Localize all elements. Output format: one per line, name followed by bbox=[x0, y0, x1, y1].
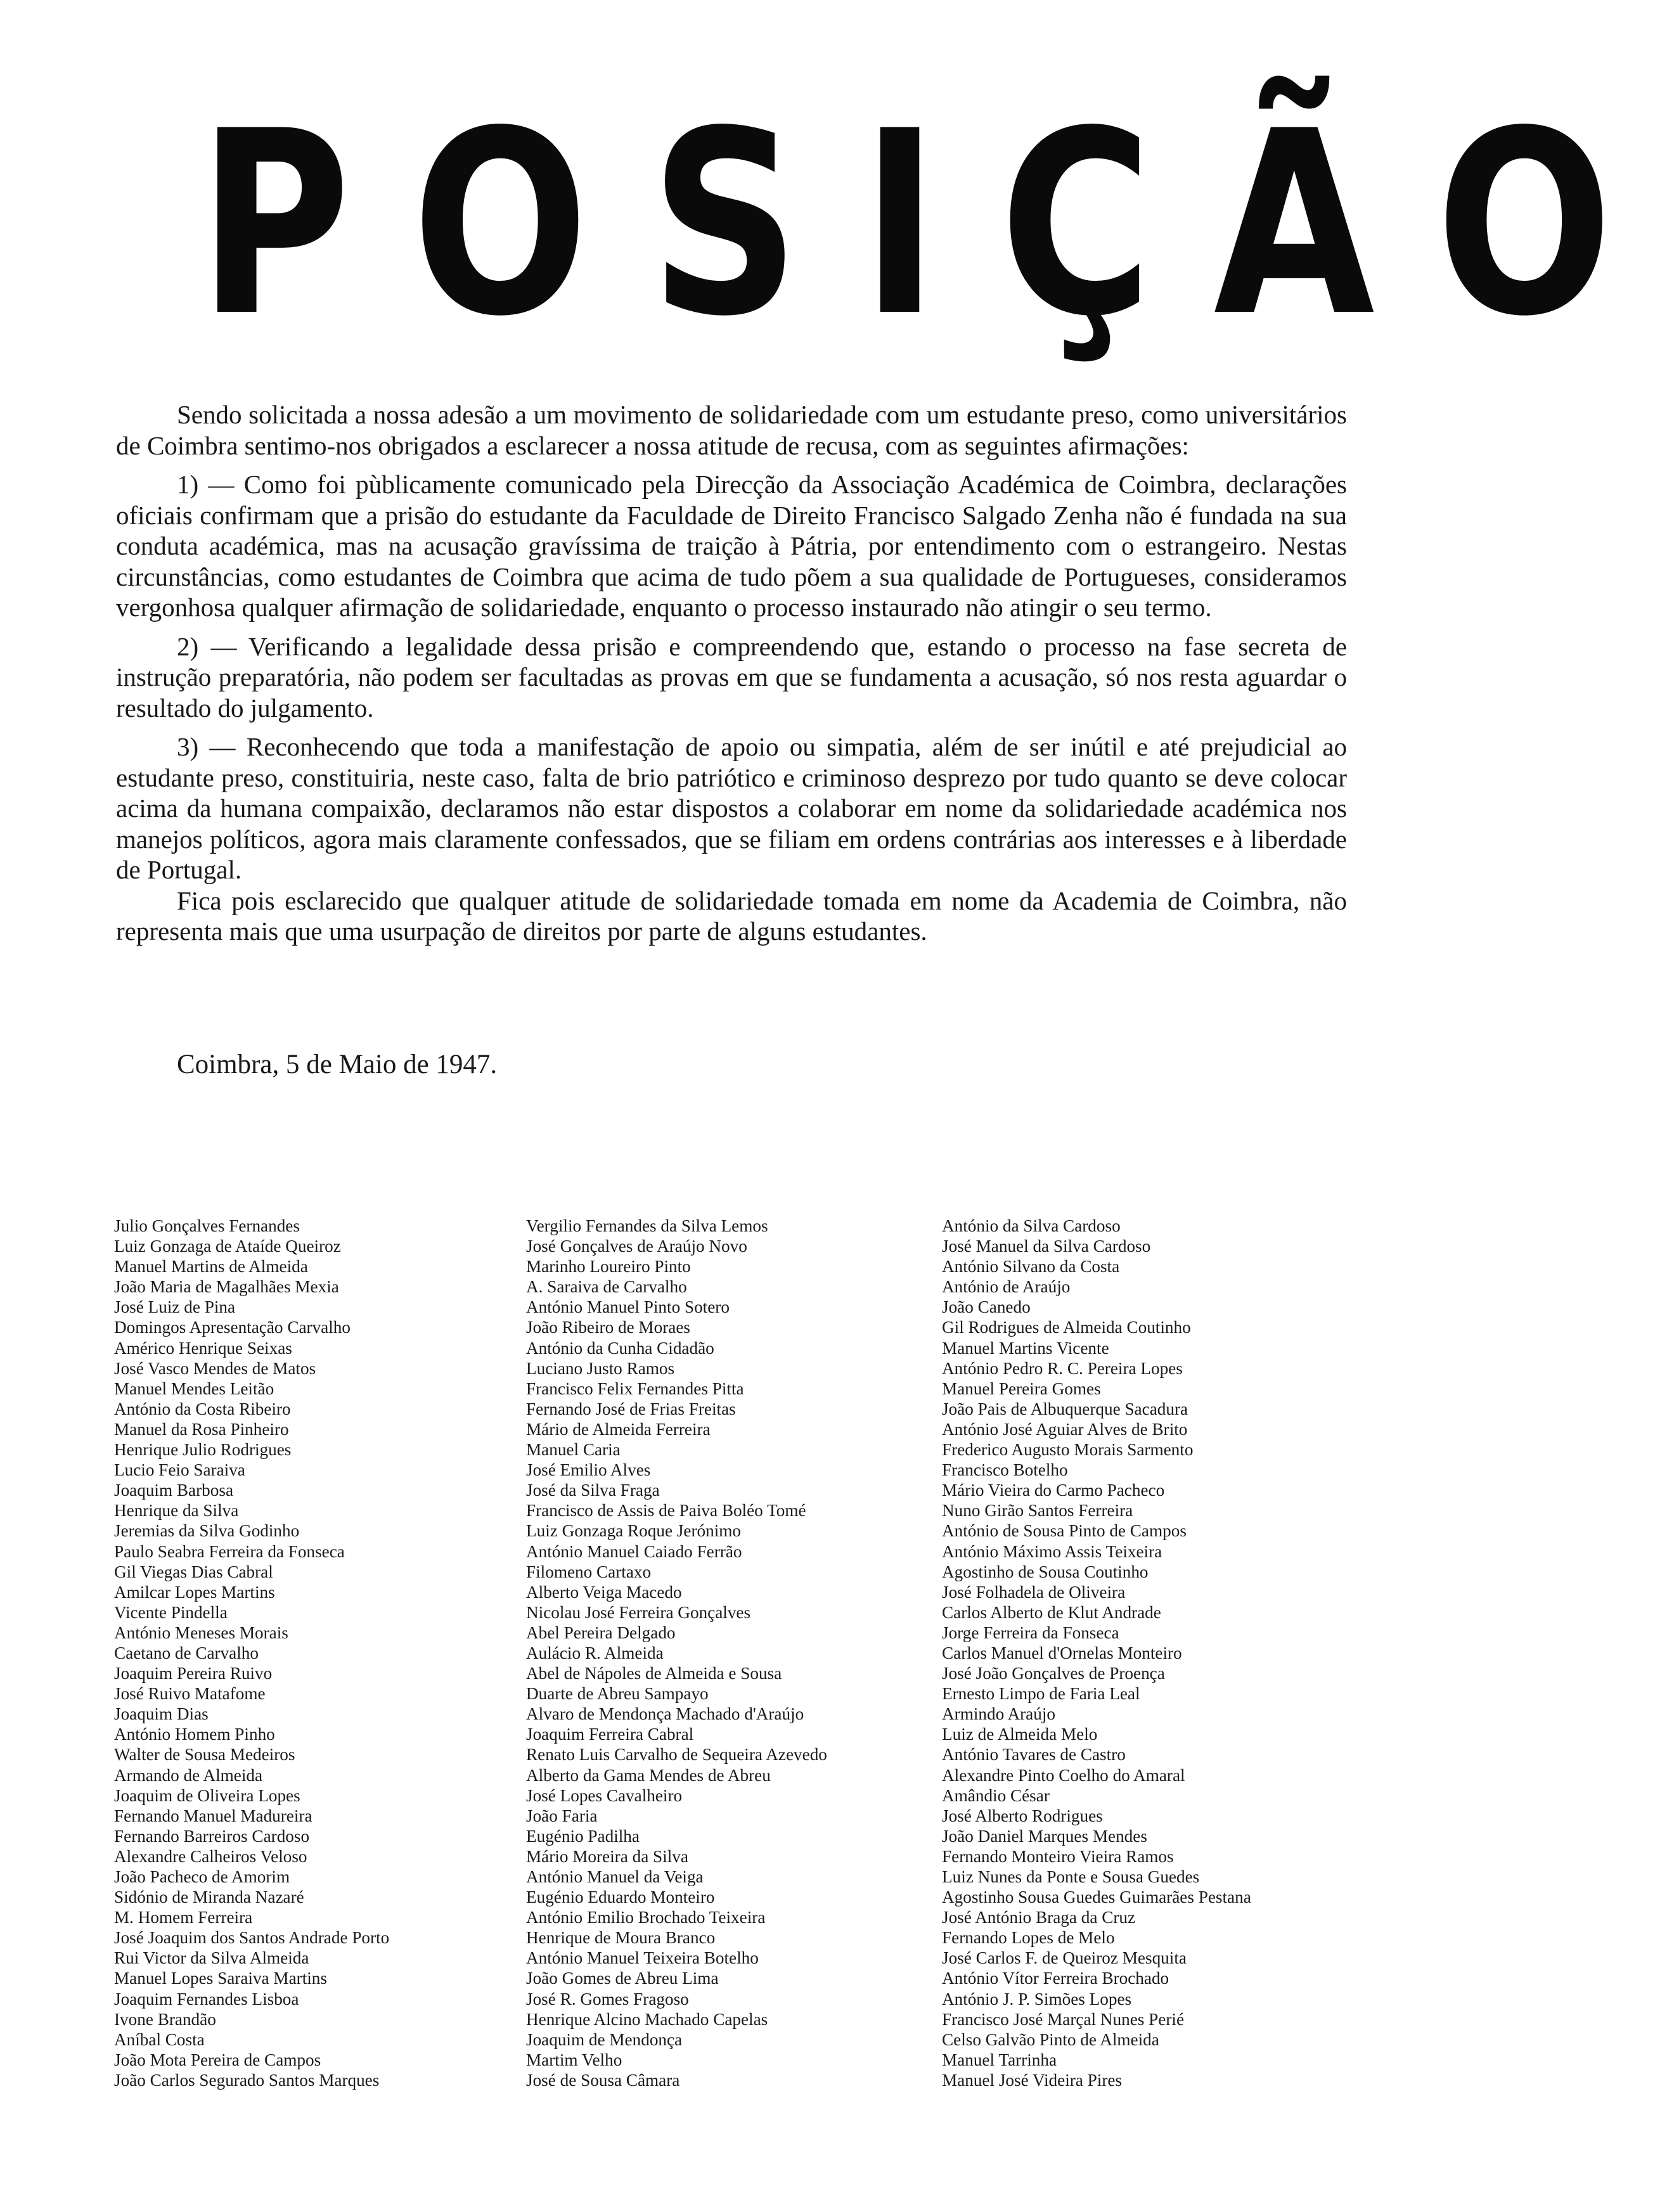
signatory-name: Nuno Girão Santos Ferreira bbox=[942, 1501, 1133, 1521]
signatory-name: António de Araújo bbox=[942, 1277, 1071, 1297]
signatory-name: José Lopes Cavalheiro bbox=[526, 1785, 683, 1805]
signatory-name: Alvaro de Mendonça Machado d'Araújo bbox=[526, 1704, 804, 1724]
signatory-name: Joaquim Pereira Ruivo bbox=[114, 1664, 273, 1683]
signatory-name: António Manuel da Veiga bbox=[526, 1867, 704, 1886]
signatory-name: Jorge Ferreira da Fonseca bbox=[942, 1623, 1119, 1642]
signatory-name: Gil Viegas Dias Cabral bbox=[114, 1562, 273, 1581]
signatory-name: Celso Galvão Pinto de Almeida bbox=[942, 2029, 1159, 2049]
signatory-name: Ivone Brandão bbox=[114, 2009, 216, 2029]
signatory-name: Joaquim Dias bbox=[114, 1704, 209, 1724]
signatory-name: António José Aguiar Alves de Brito bbox=[942, 1419, 1188, 1439]
signatory-name: Joaquim de Oliveira Lopes bbox=[114, 1785, 300, 1805]
signatory-name: Carlos Alberto de Klut Andrade bbox=[942, 1602, 1161, 1622]
signatory-name: Alberto Veiga Macedo bbox=[526, 1582, 682, 1602]
signatory-name: Mário Moreira da Silva bbox=[526, 1846, 688, 1866]
signatory-name: M. Homem Ferreira bbox=[114, 1908, 253, 1927]
signatory-name: Luiz Gonzaga de Ataíde Queiroz bbox=[114, 1237, 341, 1256]
signatory-name: António Manuel Pinto Sotero bbox=[526, 1297, 730, 1317]
signatory-name: A. Saraiva de Carvalho bbox=[526, 1277, 687, 1297]
signatory-name: Abel Pereira Delgado bbox=[526, 1623, 676, 1642]
signatory-name: Luciano Justo Ramos bbox=[526, 1358, 675, 1378]
signatory-name: Manuel Pereira Gomes bbox=[942, 1379, 1101, 1398]
signatory-name: Amândio César bbox=[942, 1785, 1050, 1805]
signatory-name: José Vasco Mendes de Matos bbox=[114, 1358, 316, 1378]
declaration-body bbox=[116, 399, 1347, 955]
signatory-name: António Emilio Brochado Teixeira bbox=[526, 1908, 766, 1927]
signatory-name: Jeremias da Silva Godinho bbox=[114, 1521, 300, 1541]
signatory-name: Gil Rodrigues de Almeida Coutinho bbox=[942, 1318, 1191, 1337]
signatory-name: João Canedo bbox=[942, 1297, 1031, 1317]
signatory-name: José João Gonçalves de Proença bbox=[942, 1664, 1165, 1683]
signatory-name: Mário Vieira do Carmo Pacheco bbox=[942, 1481, 1165, 1500]
signatory-name: José Carlos F. de Queiroz Mesquita bbox=[942, 1948, 1187, 1968]
signatory-name: Francisco de Assis de Paiva Boléo Tomé bbox=[526, 1501, 806, 1521]
signatory-name: Fernando Lopes de Melo bbox=[942, 1928, 1115, 1948]
signatory-name: Vergilio Fernandes da Silva Lemos bbox=[526, 1216, 768, 1235]
signatory-name: António Manuel Teixeira Botelho bbox=[526, 1948, 759, 1968]
signatory-name: Francisco José Marçal Nunes Perié bbox=[942, 2009, 1185, 2029]
signatory-name: António J. P. Simões Lopes bbox=[942, 1989, 1132, 2009]
signatory-name: João Pais de Albuquerque Sacadura bbox=[942, 1399, 1188, 1418]
signatory-name: Duarte de Abreu Sampayo bbox=[526, 1684, 709, 1704]
signatory-name: Aníbal Costa bbox=[114, 2029, 205, 2049]
signatory-name: Julio Gonçalves Fernandes bbox=[114, 1216, 300, 1235]
signatory-name: Aulácio R. Almeida bbox=[526, 1643, 664, 1662]
signatory-name: Mário de Almeida Ferreira bbox=[526, 1419, 711, 1439]
signatory-name: António Vítor Ferreira Brochado bbox=[942, 1969, 1169, 1988]
signatory-name: Armando de Almeida bbox=[114, 1765, 263, 1785]
point-1-paragraph: 1) — Como foi pùblicamente comunicado pela Direcção da Associação Académica de Coimbra, declarações oficiais confirmam que a prisão do estudante da Faculdade de Direito Francisco Salgado Zenha não é fundada na sua conduta académica, mas na acusação gravíssima de traição à Pátria, por entendimento com o estrangeiro. Nestas circunstâncias, como estudantes de Coimbra que acima de tudo põem a sua qualidade de Portugueses, consideramos vergonhosa qualquer afirmação de solidariedade, enquanto o processo instaurado não atingir o seu termo. bbox=[116, 470, 1347, 622]
signatory-name: Abel de Nápoles de Almeida e Sousa bbox=[526, 1664, 782, 1683]
signatory-name: Manuel Lopes Saraiva Martins bbox=[114, 1969, 327, 1988]
document-title: POSIÇÃO bbox=[198, 77, 1674, 372]
signatory-name: Alexandre Pinto Coelho do Amaral bbox=[942, 1765, 1185, 1785]
signatory-name: Frederico Augusto Morais Sarmento bbox=[942, 1440, 1194, 1460]
signatory-name: João Ribeiro de Moraes bbox=[526, 1318, 690, 1337]
signatory-name: Alberto da Gama Mendes de Abreu bbox=[526, 1765, 771, 1785]
signatory-name: João Carlos Segurado Santos Marques bbox=[114, 2070, 380, 2090]
signatory-name: José Ruivo Matafome bbox=[114, 1684, 266, 1704]
signatory-name: Sidónio de Miranda Nazaré bbox=[114, 1887, 304, 1907]
signatory-name: Henrique de Moura Branco bbox=[526, 1928, 716, 1948]
signatory-name: Marinho Loureiro Pinto bbox=[526, 1257, 691, 1276]
signatory-name: João Mota Pereira de Campos bbox=[114, 2050, 321, 2069]
signatory-name: José Folhadela de Oliveira bbox=[942, 1582, 1126, 1602]
signatory-name: José da Silva Fraga bbox=[526, 1481, 660, 1500]
signatory-name: Francisco Felix Fernandes Pitta bbox=[526, 1379, 744, 1398]
signatory-name: José António Braga da Cruz bbox=[942, 1908, 1136, 1927]
signatory-name: José Joaquim dos Santos Andrade Porto bbox=[114, 1928, 390, 1948]
signatory-name: Filomeno Cartaxo bbox=[526, 1562, 652, 1581]
signatory-name: Walter de Sousa Medeiros bbox=[114, 1745, 295, 1765]
signatory-name: Manuel Mendes Leitão bbox=[114, 1379, 274, 1398]
signatory-name: João Daniel Marques Mendes bbox=[942, 1826, 1147, 1846]
signatory-name: Joaquim Ferreira Cabral bbox=[526, 1725, 694, 1744]
signatory-name: Manuel Tarrinha bbox=[942, 2050, 1057, 2069]
signatory-name: Caetano de Carvalho bbox=[114, 1643, 259, 1662]
signatory-name: João Pacheco de Amorim bbox=[114, 1867, 290, 1886]
signatory-name: Américo Henrique Seixas bbox=[114, 1338, 292, 1358]
signatory-name: António da Silva Cardoso bbox=[942, 1216, 1121, 1235]
signatory-name: João Gomes de Abreu Lima bbox=[526, 1969, 719, 1988]
signatory-name: Renato Luis Carvalho de Sequeira Azevedo bbox=[526, 1745, 827, 1765]
signatory-name: Manuel da Rosa Pinheiro bbox=[114, 1419, 289, 1439]
signatory-name: António Manuel Caiado Ferrão bbox=[526, 1541, 742, 1561]
intro-paragraph: Sendo solicitada a nossa adesão a um movimento de solidariedade com um estudante preso, como universitários de Coimbra sentimo-nos obrigados a esclarecer a nossa atitude de recusa, com as seguintes afirmações: bbox=[116, 400, 1347, 460]
signatory-name: Henrique Alcino Machado Capelas bbox=[526, 2009, 768, 2029]
signatory-name: Paulo Seabra Ferreira da Fonseca bbox=[114, 1541, 345, 1561]
signatory-name: Manuel Martins de Almeida bbox=[114, 1257, 308, 1276]
signatory-name: Fernando Barreiros Cardoso bbox=[114, 1826, 310, 1846]
signatory-name: Eugénio Padilha bbox=[526, 1826, 640, 1846]
signatory-name: Luiz de Almeida Melo bbox=[942, 1725, 1098, 1744]
signatory-name: Fernando Monteiro Vieira Ramos bbox=[942, 1846, 1174, 1866]
signatory-name: Ernesto Limpo de Faria Leal bbox=[942, 1684, 1140, 1704]
signatory-name: Manuel Martins Vicente bbox=[942, 1338, 1109, 1358]
signatory-name: José Luiz de Pina bbox=[114, 1297, 236, 1317]
signatory-name: António da Cunha Cidadão bbox=[526, 1338, 714, 1358]
signatory-name: Manuel Caria bbox=[526, 1440, 621, 1460]
signatory-name: Carlos Manuel d'Ornelas Monteiro bbox=[942, 1643, 1182, 1662]
signatory-name: Amilcar Lopes Martins bbox=[114, 1582, 275, 1602]
signatory-name: Joaquim Fernandes Lisboa bbox=[114, 1989, 299, 2009]
signatory-name: Fernando Manuel Madureira bbox=[114, 1806, 312, 1825]
signatory-name: Nicolau José Ferreira Gonçalves bbox=[526, 1602, 751, 1622]
signatory-name: Rui Victor da Silva Almeida bbox=[114, 1948, 309, 1968]
signatory-name: José de Sousa Câmara bbox=[526, 2070, 680, 2090]
signatory-name: Henrique da Silva bbox=[114, 1501, 239, 1521]
signatures-column-3 bbox=[942, 1216, 1251, 2090]
signatory-name: António Homem Pinho bbox=[114, 1725, 275, 1744]
signatory-name: António Tavares de Castro bbox=[942, 1745, 1126, 1765]
signatory-name: Francisco Botelho bbox=[942, 1460, 1068, 1480]
signatory-name: Fernando José de Frias Freitas bbox=[526, 1399, 736, 1418]
signatory-name: José Emilio Alves bbox=[526, 1460, 651, 1480]
point-3-paragraph: 3) — Reconhecendo que toda a manifestação de apoio ou simpatia, além de ser inútil e até prejudicial ao estudante preso, constituiria, neste caso, falta de brio patriótico e criminoso desprezo por tudo quanto se deve colocar acima da humana compaixão, declaramos não estar dispostos a colaborar em nome da solidariedade académica nos manejos políticos, agora mais claramente confessados, que se filiam em ordens contrárias aos interesses e à liberdade de Portugal. bbox=[116, 732, 1347, 884]
signatory-name: Vicente Pindella bbox=[114, 1602, 228, 1622]
signatory-name: Joaquim de Mendonça bbox=[526, 2029, 683, 2049]
signatory-name: Manuel José Videira Pires bbox=[942, 2070, 1123, 2090]
signatory-name: Alexandre Calheiros Veloso bbox=[114, 1846, 307, 1866]
signatory-name: João Faria bbox=[526, 1806, 598, 1825]
signatory-name: Henrique Julio Rodrigues bbox=[114, 1440, 292, 1460]
signatures-column-1 bbox=[114, 1216, 389, 2090]
signatory-name: António de Sousa Pinto de Campos bbox=[942, 1521, 1187, 1541]
signatory-name: Agostinho de Sousa Coutinho bbox=[942, 1562, 1149, 1581]
signatory-name: António Máximo Assis Teixeira bbox=[942, 1541, 1162, 1561]
signatory-name: Agostinho Sousa Guedes Guimarães Pestana bbox=[942, 1887, 1251, 1907]
signatory-name: Joaquim Barbosa bbox=[114, 1481, 234, 1500]
point-2-paragraph: 2) — Verificando a legalidade dessa prisão e compreendendo que, estando o processo na fase secreta de instrução preparatória, não podem ser facultadas as provas em que se fundamenta a acusação, só nos resta aguardar o resultado do julgamento. bbox=[116, 631, 1347, 723]
signatory-name: José Manuel da Silva Cardoso bbox=[942, 1237, 1151, 1256]
signatures-column-2 bbox=[526, 1216, 827, 2090]
signatory-name: José Alberto Rodrigues bbox=[942, 1806, 1103, 1825]
signatory-name: Luiz Gonzaga Roque Jerónimo bbox=[526, 1521, 741, 1541]
signatory-name: João Maria de Magalhães Mexia bbox=[114, 1277, 339, 1297]
signatory-name: António da Costa Ribeiro bbox=[114, 1399, 291, 1418]
signatory-name: Armindo Araújo bbox=[942, 1704, 1055, 1724]
signatory-name: António Pedro R. C. Pereira Lopes bbox=[942, 1358, 1183, 1378]
signatory-name: José Gonçalves de Araújo Novo bbox=[526, 1237, 747, 1256]
signatory-name: Luiz Nunes da Ponte e Sousa Guedes bbox=[942, 1867, 1200, 1886]
place-and-date: Coimbra, 5 de Maio de 1947. bbox=[177, 1050, 498, 1079]
signatory-name: Domingos Apresentação Carvalho bbox=[114, 1318, 351, 1337]
signatory-name: Martim Velho bbox=[526, 2050, 622, 2069]
closing-paragraph: Fica pois esclarecido que qualquer atitude de solidariedade tomada em nome da Academia de Coimbra, não representa mais que uma usurpação de direitos por parte de alguns estudantes. bbox=[116, 885, 1347, 946]
signatory-name: Eugénio Eduardo Monteiro bbox=[526, 1887, 715, 1907]
signatory-name: António Meneses Morais bbox=[114, 1623, 288, 1642]
signatory-name: José R. Gomes Fragoso bbox=[526, 1989, 689, 2009]
signatory-name: Lucio Feio Saraiva bbox=[114, 1460, 245, 1480]
signatory-name: António Silvano da Costa bbox=[942, 1257, 1120, 1276]
